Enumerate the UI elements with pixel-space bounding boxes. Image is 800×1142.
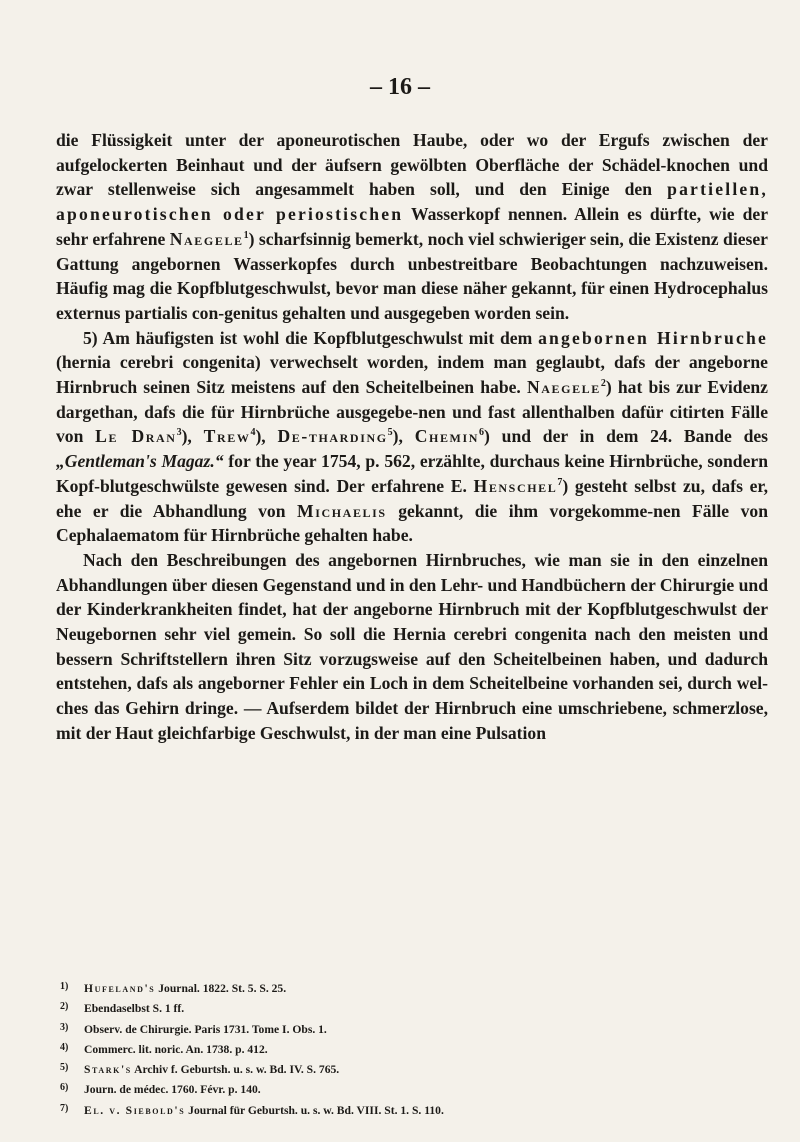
spaced-term: partiellen, aponeurotischen oder periostischen [56, 179, 768, 225]
text-run: 5) Am häufigsten ist wohl die Kopfblutgeschwulst mit dem [83, 327, 539, 348]
author-name: Le Dran [95, 426, 177, 447]
author-name: Trew [203, 426, 251, 447]
footnote-mark: 4) [60, 1041, 69, 1053]
footnote-text: Archiv f. Geburtsh. u. s. w. Bd. IV. S. 765. [131, 1063, 340, 1077]
footnote [60, 978, 768, 998]
text-run: ) scharfsinnig bemerkt, noch viel schwieriger sein, die Existenz dieser Gattung angebornen Wasserkopfes durch unbestreitbare Beobachtungen nachzuweisen. Häufig mag die Kopfblutgeschwulst, bevor man diese näher gekannt, für einen Hydrocephalus externus partialis con-genitus gehalten und ausgegeben worden sein. [56, 228, 768, 323]
footnote-text: Journ. de médec. 1760. Févr. p. 140. [84, 1083, 261, 1097]
paragraph-3: Nach den Beschreibungen des angebornen Hirnbruches, wie man sie in den einzelnen Abhandlungen über diesen Gegenstand und in den Lehr- und Handbüchern der Chirurgie und der Kinderkrankheiten findet, hat der angeborne Hirnbruch mit der Kopfblutgeschwulst der Neugebornen sehr viel gemein. So soll die Hernia cerebri congenita nach den meisten und bessern Schriftstellern ihren Sitz vorzugsweise auf den Scheitelbeinen haben, und dadurch entstehen, dafs als angeborner Fehler ein Loch in dem Scheitelbeine vorhanden sei, durch wel-ches das Gehirn dringe. — Aufserdem bildet der Hirnbruch eine umschriebene, schmerzlose, mit der Haut gleichfarbige Geschwulst, in der man eine Pulsation [56, 549, 768, 743]
text-run: ), [392, 426, 415, 447]
text-run: ), [181, 426, 204, 447]
journal-title: „Gentleman's Magaz.“ [56, 451, 224, 472]
text-run: gekannt, die ihm vorgekomme-nen Fälle von Cephalaematom für Hirnbrüche gehalten habe. [56, 500, 768, 546]
text-run: (hernia cerebri congenita) verwechselt worden, indem man geglaubt, dafs der angeborne Hirnbruch seinen Sitz meistens auf den Scheitelbeinen habe. [56, 352, 768, 398]
footnote [60, 1039, 768, 1059]
footnote-author: Hufeland's [84, 982, 156, 995]
author-name: Henschel [473, 475, 558, 496]
footnote-ref: 7 [557, 476, 563, 488]
footnote [60, 1059, 768, 1079]
author-name: Chemin [414, 426, 480, 447]
footnote-ref: 6 [479, 427, 485, 439]
footnote-text: Commerc. lit. noric. An. 1738. p. 412. [84, 1042, 268, 1056]
footnote-mark: 3) [60, 1021, 69, 1033]
footnote-mark: 2) [60, 1001, 69, 1013]
footnote-text: Journal für Geburtsh. u. s. w. Bd. VIII. St. 1. S. 110. [185, 1103, 444, 1117]
footnote-ref: 1 [243, 229, 249, 241]
paragraph-2 [56, 326, 768, 548]
author-name: Naegele [169, 228, 244, 249]
page-number: – 16 – [370, 74, 430, 100]
footnote [60, 1079, 768, 1099]
author-name: De-tharding [277, 426, 388, 447]
footnote-ref: 3 [176, 427, 182, 439]
text-run: ) und der in dem 24. Bande des [484, 426, 769, 447]
text-run: ), [255, 426, 278, 447]
footnote-author: El. v. Siebold's [84, 1103, 186, 1117]
footnote-text: Ebendaselbst S. 1 ff. [84, 1002, 185, 1016]
footnote-ref: 4 [250, 427, 256, 439]
footnotes [60, 978, 768, 1120]
text-run: ) hat bis zur Evidenz dargethan, dafs die für Hirnbrüche ausgegebe-nen und fast allenthalben dafür citirten Fälle von [56, 377, 768, 447]
footnote [60, 1100, 768, 1120]
text-run: die Flüssigkeit unter der aponeurotischen Haube, oder wo der Ergufs zwischen der aufgelockerten Beinhaut und der äufsern gewölbten Oberfläche der Schädel-knochen und zwar stellenweise sich angesammelt haben soll, und den Einige den [56, 130, 768, 200]
footnote-mark: 7) [60, 1102, 69, 1114]
footnote [60, 998, 768, 1018]
text-run: ) gesteht selbst zu, dafs er, ehe er die Abhandlung von [56, 475, 768, 521]
footnote-mark: 6) [60, 1082, 69, 1094]
footnote-mark: 5) [60, 1062, 69, 1074]
author-name: Michaelis [297, 500, 387, 521]
footnote [60, 1019, 768, 1039]
footnote-text: Observ. de Chirurgie. Paris 1731. Tome I. Obs. 1. [84, 1022, 327, 1036]
footnote-author: Stark's [84, 1063, 132, 1077]
spaced-term: angebornen Hirnbruche [538, 327, 768, 348]
body-text [56, 128, 768, 746]
text-run: Wasserkopf nennen. Allein es dürfte, wie der sehr erfahrene [56, 204, 768, 249]
footnote-mark: 1) [60, 981, 69, 992]
paragraph-1 [56, 128, 768, 326]
footnote-text: Journal. 1822. St. 5. S. 25. [155, 982, 287, 995]
footnote-ref: 5 [387, 427, 393, 439]
author-name: Naegele [526, 377, 601, 398]
text-run: for the year 1754, p. 562, erzählte, durchaus keine Hirnbrüche, sondern Kopf-blutgeschwülste gewesen sind. Der erfahrene E. [56, 451, 768, 496]
footnote-ref: 2 [600, 378, 606, 390]
